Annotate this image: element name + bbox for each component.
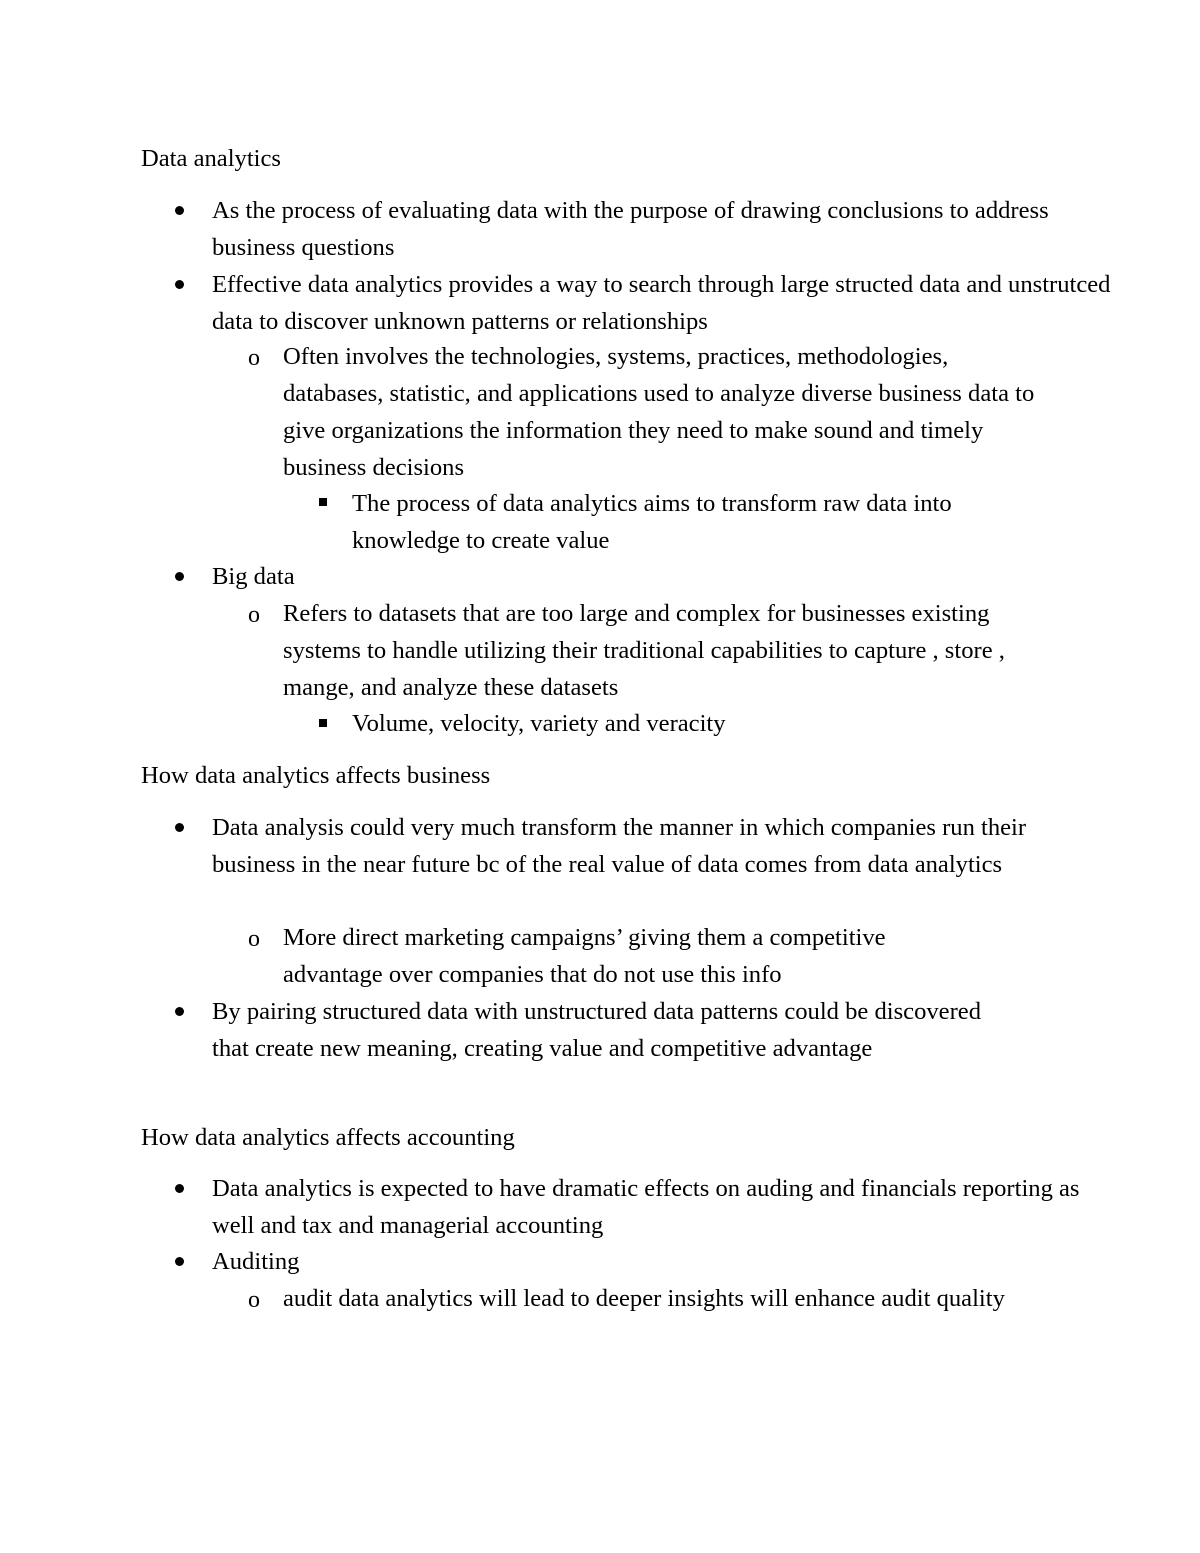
list-item: Auditing: [212, 1248, 300, 1275]
bullet-disc: [175, 572, 184, 581]
bullet-disc: [175, 1257, 184, 1266]
bullet-disc: [175, 280, 184, 289]
list-item: Often involves the technologies, systems, practices, methodologies, databases, statistic, and applications used to analyze diverse business data to give organizations the information they need to make sound and timely business decisions: [283, 343, 1035, 481]
bullet-circle: o: [248, 926, 260, 952]
bullet-disc: [175, 1007, 184, 1016]
heading-accounting: How data analytics affects accounting: [141, 1124, 515, 1151]
bullet-disc: [175, 1184, 184, 1193]
heading-business: How data analytics affects business: [141, 762, 491, 789]
bullet-square: [319, 498, 327, 506]
bullet-disc: [175, 206, 184, 215]
list-item: As the process of evaluating data with the purpose of drawing conclusions to address business questions: [212, 197, 1049, 261]
heading-data-analytics: Data analytics: [141, 145, 281, 172]
bullet-disc: [175, 823, 184, 832]
list-item: More direct marketing campaigns’ giving them a competitive advantage over companies that do not use this info: [283, 924, 886, 988]
list-item: By pairing structured data with unstructured data patterns could be discovered that create new meaning, creating value and competitive advantage: [212, 998, 981, 1062]
list-item: Effective data analytics provides a way to search through large structed data and unstrutced data to discover unknown patterns or relationships: [212, 271, 1111, 335]
bullet-circle: o: [248, 602, 260, 628]
list-item: Refers to datasets that are too large and complex for businesses existing systems to handle utilizing their traditional capabilities to capture , store , mange, and analyze these datasets: [283, 600, 1005, 701]
bullet-circle: o: [248, 1287, 260, 1313]
list-item: Data analysis could very much transform the manner in which companies run their business in the near future bc of the real value of data comes from data analytics: [212, 814, 1027, 878]
list-item: Data analytics is expected to have dramatic effects on auding and financials reporting as well and tax and managerial accounting: [212, 1175, 1080, 1239]
list-item: The process of data analytics aims to transform raw data into knowledge to create value: [352, 490, 952, 554]
list-item: Volume, velocity, variety and veracity: [352, 710, 726, 737]
bullet-circle: o: [248, 345, 260, 371]
bullet-square: [319, 719, 327, 727]
list-item: audit data analytics will lead to deeper insights will enhance audit quality: [283, 1285, 1005, 1312]
list-item: Big data: [212, 563, 295, 590]
